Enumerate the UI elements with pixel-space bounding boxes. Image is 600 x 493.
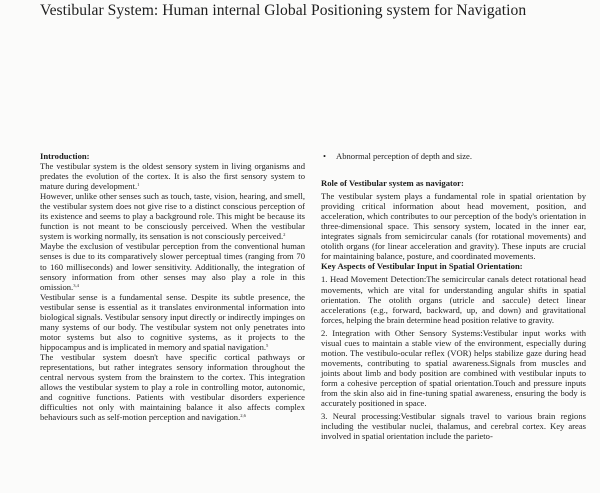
intro-paragraph-2	[40, 191, 305, 241]
symptom-list	[321, 151, 586, 161]
citation-ref: 3,4	[73, 282, 79, 288]
key-aspects-heading: Key Aspects of Vestibular Input in Spatial Orientation:	[321, 261, 523, 272]
intro-paragraph-3-text: Maybe the exclusion of vestibular perception from the conventional human senses is due to its comparatively slower perceptual times (ranging from 70 to 160 milliseconds) and lower sensitivity. Additionally, the integration of sensory information from other senses may also play a role in this omission.	[40, 241, 305, 292]
intro-paragraph-5-text: The vestibular system doesn't have specific cortical pathways or representations, but rather integrates sensory information throughout the central nervous system from the brainstem to the cortex. This integration allows the vestibular system to play a role in controlling motor, autonomic, and cognitive functions. Patients with vestibular disorders experience difficulties not only with maintaining balance it also affects complex behaviours such as self-motion perception and navigation.	[40, 351, 305, 423]
key-aspect-item-1: 1. Head Movement Detection:The semicircular canals detect rotational head movements, which are vital for understanding angular shifts in spatial orientation. The otolith organs (utricle and saccule) detect linear accelerations (e.g., forward, backward, up, and down) and gravitational forces, helping the brain determine head position relative to gravity.	[321, 274, 586, 325]
intro-paragraph-1	[40, 161, 305, 191]
citation-ref: 5	[266, 342, 269, 348]
right-column	[321, 151, 586, 441]
list-item: • Abnormal perception of depth and size.	[321, 151, 586, 161]
intro-paragraph-2-text: However, unlike other senses such as touch, taste, vision, hearing, and smell, the vestibular system does not give rise to a distinct conscious perception of its existence and seems to play a background role. This might be because its function is not meant to be consciously perceived. When the vestibular system is working normally, its sensation is not consciously perceived.	[40, 191, 305, 242]
citation-ref: 2	[283, 232, 286, 238]
introduction-heading: Introduction:	[40, 151, 90, 161]
citation-ref: 2,6	[240, 413, 246, 419]
intro-paragraph-4	[40, 292, 305, 352]
intro-paragraph-1-text: The vestibular system is the oldest sensory system in living organisms and predates the evolution of the cortex. It is also the first sensory system to mature during development.	[40, 161, 305, 192]
role-paragraph: The vestibular system plays a fundamental role in spatial orientation by providing critical information about head movement, position, and acceleration, which contributes to our perception of the body's orientation in three-dimensional space. This sensory system, located in the inner ear, integrates signals from semicircular canals (for rotational movements) and otolith organs (for linear acceleration and gravity). These inputs are crucial for maintaining balance, posture, and coordinated movements.	[321, 191, 586, 262]
citation-ref: 1	[137, 182, 140, 188]
intro-paragraph-5	[40, 352, 305, 422]
left-column	[40, 151, 305, 422]
intro-paragraph-3	[40, 241, 305, 291]
key-aspect-item-2: 2. Integration with Other Sensory Systems:Vestibular input works with visual cues to maintain a stable view of the environment, especially during motion. The vestibulo-ocular reflex (VOR) helps stabilize gaze during head movements, contributing to spatial awareness.Signals from muscles and joints about limb and body position are combined with vestibular inputs to form a cohesive perception of spatial orientation.Touch and pressure inputs from the skin also aid in fine-tuning spatial awareness, ensuring the body is accurately positioned in space.	[321, 327, 586, 409]
role-heading: Role of Vestibular system as navigator:	[321, 178, 464, 189]
key-aspect-item-3: 3. Neural processing:Vestibular signals travel to various brain regions including the vestibular nuclei, thalamus, and cerebral cortex. Key areas involved in spatial orientation include the parieto-	[321, 411, 586, 442]
article-title: Vestibular System: Human internal Global Positioning system for Navigation	[40, 2, 527, 19]
intro-paragraph-4-text: Vestibular sense is a fundamental sense. Despite its subtle presence, the vestibular sense is essential as it translates environmental information into biological signals. Vestibular sensory input directly or indirectly impinges on many systems of our body. The vestibular system not only penetrates into motor systems but also to cognitive systems, as it projects to the hippocampus and is implicated in memory and spatial navigation.	[40, 291, 305, 352]
